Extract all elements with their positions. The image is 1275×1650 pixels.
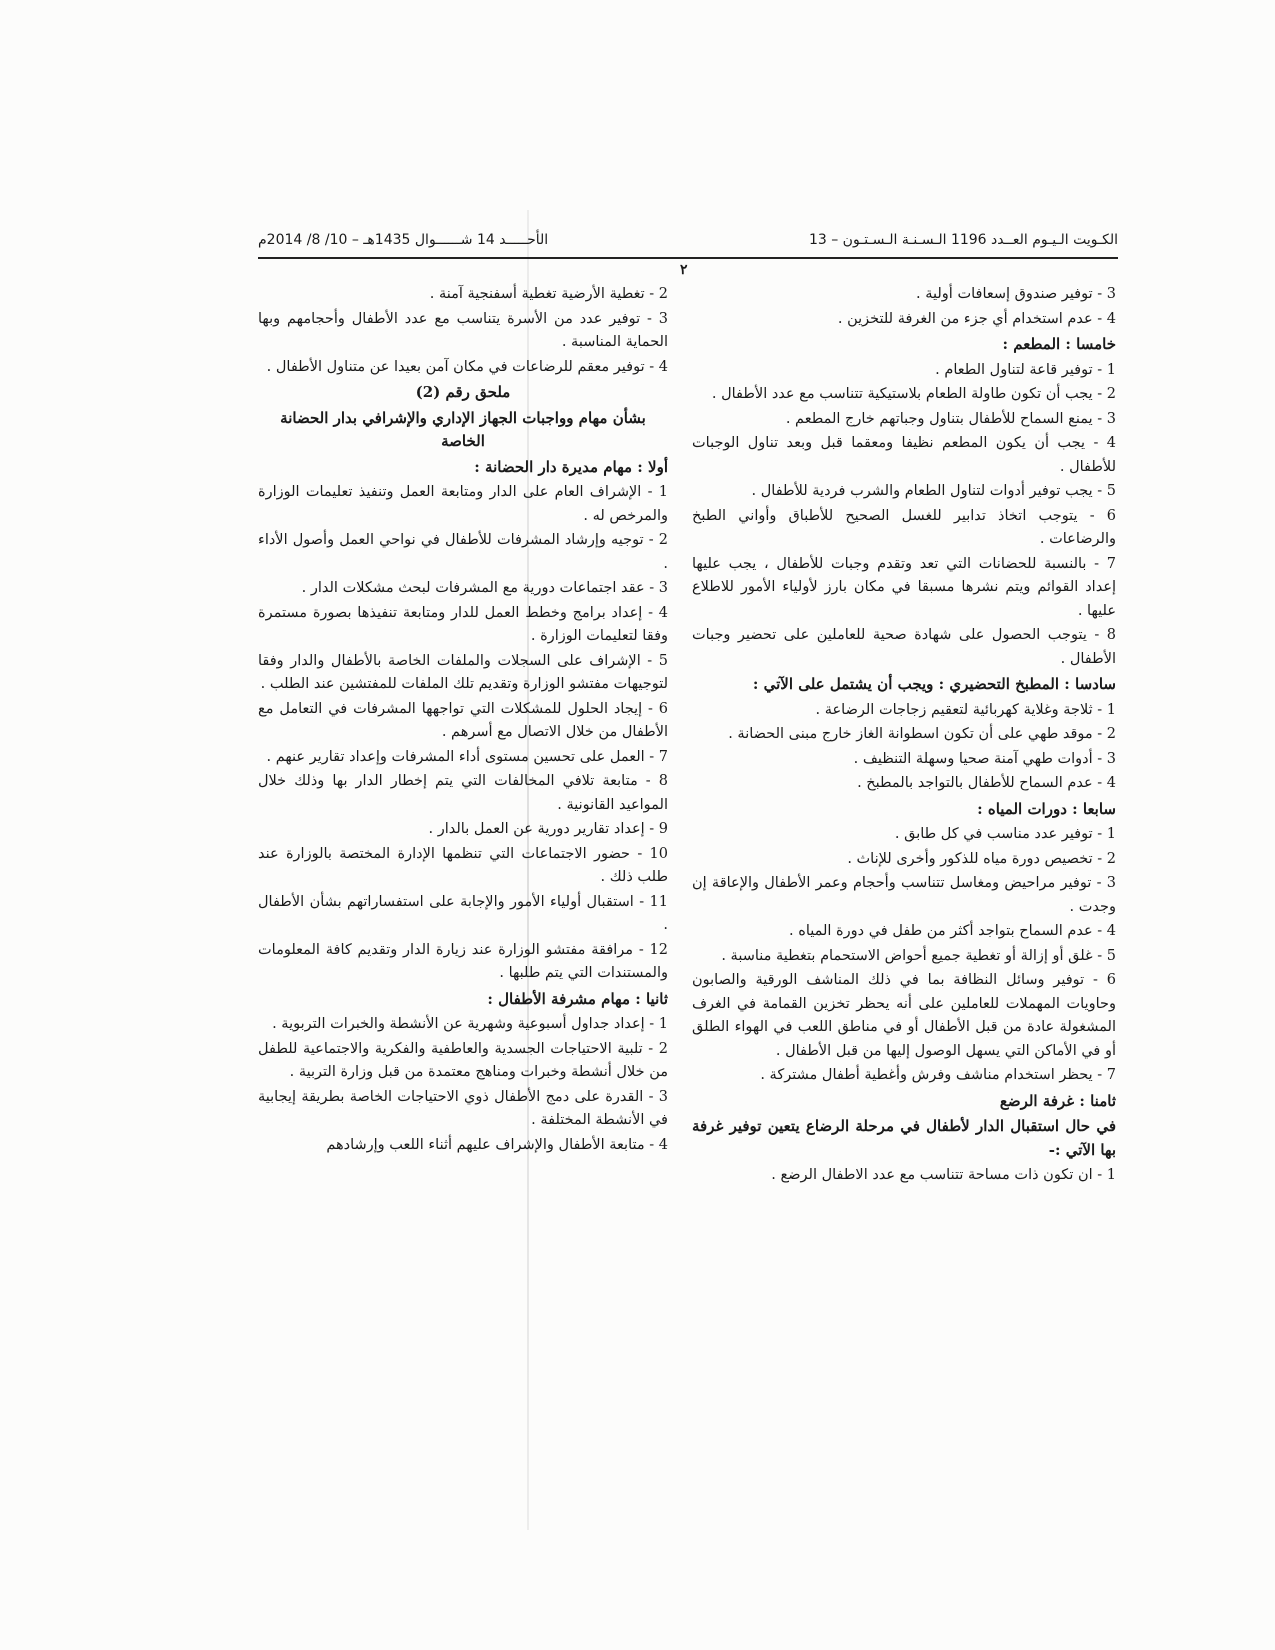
paragraph: 5 - الإشراف على السجلات والملفات الخاصة بالأطفال والدار وفقا لتوجيهات مفتشو الوزارة وتقديم تلك الملفات للمفتشين عند الطلب . (258, 652, 668, 692)
paragraph: 3 - أدوات طهي آمنة صحيا وسهلة التنظيف . (853, 750, 1116, 767)
paragraph: 9 - إعداد تقارير دورية عن العمل بالدار . (428, 821, 668, 837)
paragraph: 1 - الإشراف العام على الدار ومتابعة العمل وتنفيذ تعليمات الوزارة والمرخص له . (258, 484, 668, 524)
right-column (692, 283, 1116, 1189)
paragraph: 4 - توفير معقم للرضاعات في مكان آمن بعيدا عن متناول الأطفال . (266, 358, 668, 375)
section-heading: ثانيا : مهام مشرفة الأطفال : (487, 989, 668, 1008)
paragraph: 4 - عدم السماح بتواجد أكثر من طفل في دورة المياه . (789, 923, 1116, 939)
paragraph: 11 - استقبال أولياء الأمور والإجابة على استفساراتهم بشأن الأطفال . (258, 893, 668, 933)
section-heading: سادسا : المطبخ التحضيري : ويجب أن يشتمل على الآتي : (752, 675, 1116, 693)
page-header (258, 232, 1118, 258)
paragraph: 5 - غلق أو إزالة أو تغطية جميع أحواض الاستحمام بتغطية مناسبة . (721, 947, 1116, 964)
paragraph: 3 - يمنع السماح للأطفال بتناول وجباتهم خارج المطعم . (785, 410, 1116, 427)
page-mark: ٢ (680, 262, 688, 278)
paragraph: 12 - مرافقة مفتشو الوزارة عند زيارة الدار وتقديم كافة المعلومات والمستندات التي يتم طلبها . (258, 941, 668, 981)
section-heading: أولا : مهام مديرة دار الحضانة : (474, 457, 668, 476)
section-heading: ثامنا : غرفة الرضع (999, 1091, 1116, 1110)
left-column (258, 283, 668, 1158)
paragraph: 3 - توفير مراحيض ومغاسل تتناسب وأحجام وعمر الأطفال والإعاقة إن وجدت . (692, 875, 1116, 915)
paragraph: 3 - عقد اجتماعات دورية مع المشرفات لبحث مشكلات الدار . (301, 580, 668, 596)
section-heading: سابعا : دورات المياه : (977, 799, 1116, 818)
paragraph: 2 - يجب أن تكون طاولة الطعام بلاستيكية تتناسب مع عدد الأطفال . (711, 386, 1116, 402)
paragraph: 4 - إعداد برامج وخطط العمل للدار ومتابعة تنفيذها بصورة مستمرة وفقا لتعليمات الوزارة . (258, 604, 668, 644)
paragraph: 1 - توفير قاعة لتناول الطعام . (935, 361, 1116, 378)
paragraph: 7 - يحظر استخدام مناشف وفرش وأغطية أطفال مشتركة . (760, 1067, 1116, 1083)
paragraph: 1 - ثلاجة وغلاية كهربائية لتعقيم زجاجات الرضاعة . (815, 701, 1116, 718)
paragraph: 6 - يتوجب اتخاذ تدابير للغسل الصحيح للأطباق وأواني الطبخ والرضاعات . (692, 507, 1116, 547)
paragraph: 6 - إيجاد الحلول للمشكلات التي تواجهها المشرفات في التعامل مع الأطفال من خلال الاتصال مع أسرهم . (258, 700, 668, 740)
paragraph: 2 - موقد طهي على أن تكون اسطوانة الغاز خارج مبنى الحضانة . (728, 726, 1116, 742)
paragraph: 4 - عدم السماح للأطفال بالتواجد بالمطبخ . (857, 775, 1116, 791)
paragraph: 4 - يجب أن يكون المطعم نظيفا ومعقما قبل وبعد تناول الوجبات للأطفال . (692, 435, 1116, 475)
paragraph: 8 - يتوجب الحصول على شهادة صحية للعاملين على تحضير وجبات الأطفال . (692, 627, 1116, 667)
paragraph: 8 - متابعة تلافي المخالفات التي يتم إخطار الدار بها وذلك خلال المواعيد القانونية . (258, 773, 668, 813)
paragraph: 10 - حضور الاجتماعات التي تنظمها الإدارة المختصة بالوزارة عند طلب ذلك . (258, 845, 668, 885)
paragraph: 1 - إعداد جداول أسبوعية وشهرية عن الأنشطة والخبرات التربوية . (272, 1016, 668, 1032)
paragraph: 4 - متابعة الأطفال والإشراف عليهم أثناء اللعب وإرشادهم (326, 1136, 668, 1153)
paragraph: 5 - يجب توفير أدوات لتناول الطعام والشرب فردية للأطفال . (751, 483, 1116, 499)
header-issue-info: الكـويت الـيـوم العــدد 1196 الـسـنـة الـسـتـون – 13 (808, 232, 1118, 248)
header-date: الأحـــــد 14 شــــــوال 1435هـ – 10/ 8/ 2014م (258, 232, 549, 248)
paragraph: 4 - عدم استخدام أي جزء من الغرفة للتخزين . (837, 310, 1116, 327)
paragraph: 3 - توفير عدد من الأسرة يتناسب مع عدد الأطفال وأحجامهم وبها الحماية المناسبة . (258, 310, 668, 350)
paragraph: 1 - توفير عدد مناسب في كل طابق . (894, 826, 1116, 842)
paragraph: 6 - توفير وسائل النظافة بما في ذلك المناشف الورقية والصابون وحاويات المهملات للعاملين على أنه يحظر تخزين القمامة في الغرف المشغولة عادة من قبل الأطفال أو في مناطق اللعب في الهواء الطلق أو في الأماكن التي يسهل الوصول إليها من قبل الأطفال . (692, 972, 1116, 1059)
section-heading: في حال استقبال الدار لأطفال في مرحلة الرضاع يتعين توفير غرفة بها الآتي :- (692, 1117, 1116, 1159)
section-heading: بشأن مهام وواجبات الجهاز الإداري والإشرافي بدار الحضانة الخاصة (280, 408, 646, 450)
header-rule (258, 257, 1118, 259)
paragraph: 7 - بالنسبة للحضانات التي تعد وتقدم وجبات للأطفال ، يجب عليها إعداد القوائم ويتم نشرها مسبقا في مكان بارز لأولياء الأمور للاطلاع عليها . (692, 555, 1116, 619)
paragraph: 2 - تخصيص دورة مياه للذكور وأخرى للإناث . (847, 850, 1116, 867)
paragraph: 2 - تلبية الاحتياجات الجسدية والعاطفية والفكرية والاجتماعية للطفل من خلال أنشطة وخبرات ومناهج معتمدة من قبل وزارة التربية . (258, 1040, 668, 1080)
paragraph: 7 - العمل على تحسين مستوى أداء المشرفات وإعداد تقارير عنهم . (266, 748, 668, 765)
paragraph: 2 - تغطية الأرضية تغطية أسفنجية آمنة . (429, 286, 668, 302)
paragraph: 3 - توفير صندوق إسعافات أولية . (916, 286, 1116, 302)
paragraph: 2 - توجيه وإرشاد المشرفات للأطفال في نواحي العمل وأصول الأداء . (258, 532, 668, 572)
paragraph: 1 - ان تكون ذات مساحة تتناسب مع عدد الاطفال الرضع . (771, 1167, 1116, 1183)
paragraph: 3 - القدرة على دمج الأطفال ذوي الاحتياجات الخاصة بطريقة إيجابية في الأنشطة المختلفة . (258, 1088, 668, 1128)
section-heading: ملحق رقم (2) (415, 383, 511, 401)
section-heading: خامسا : المطعم : (1002, 335, 1116, 353)
